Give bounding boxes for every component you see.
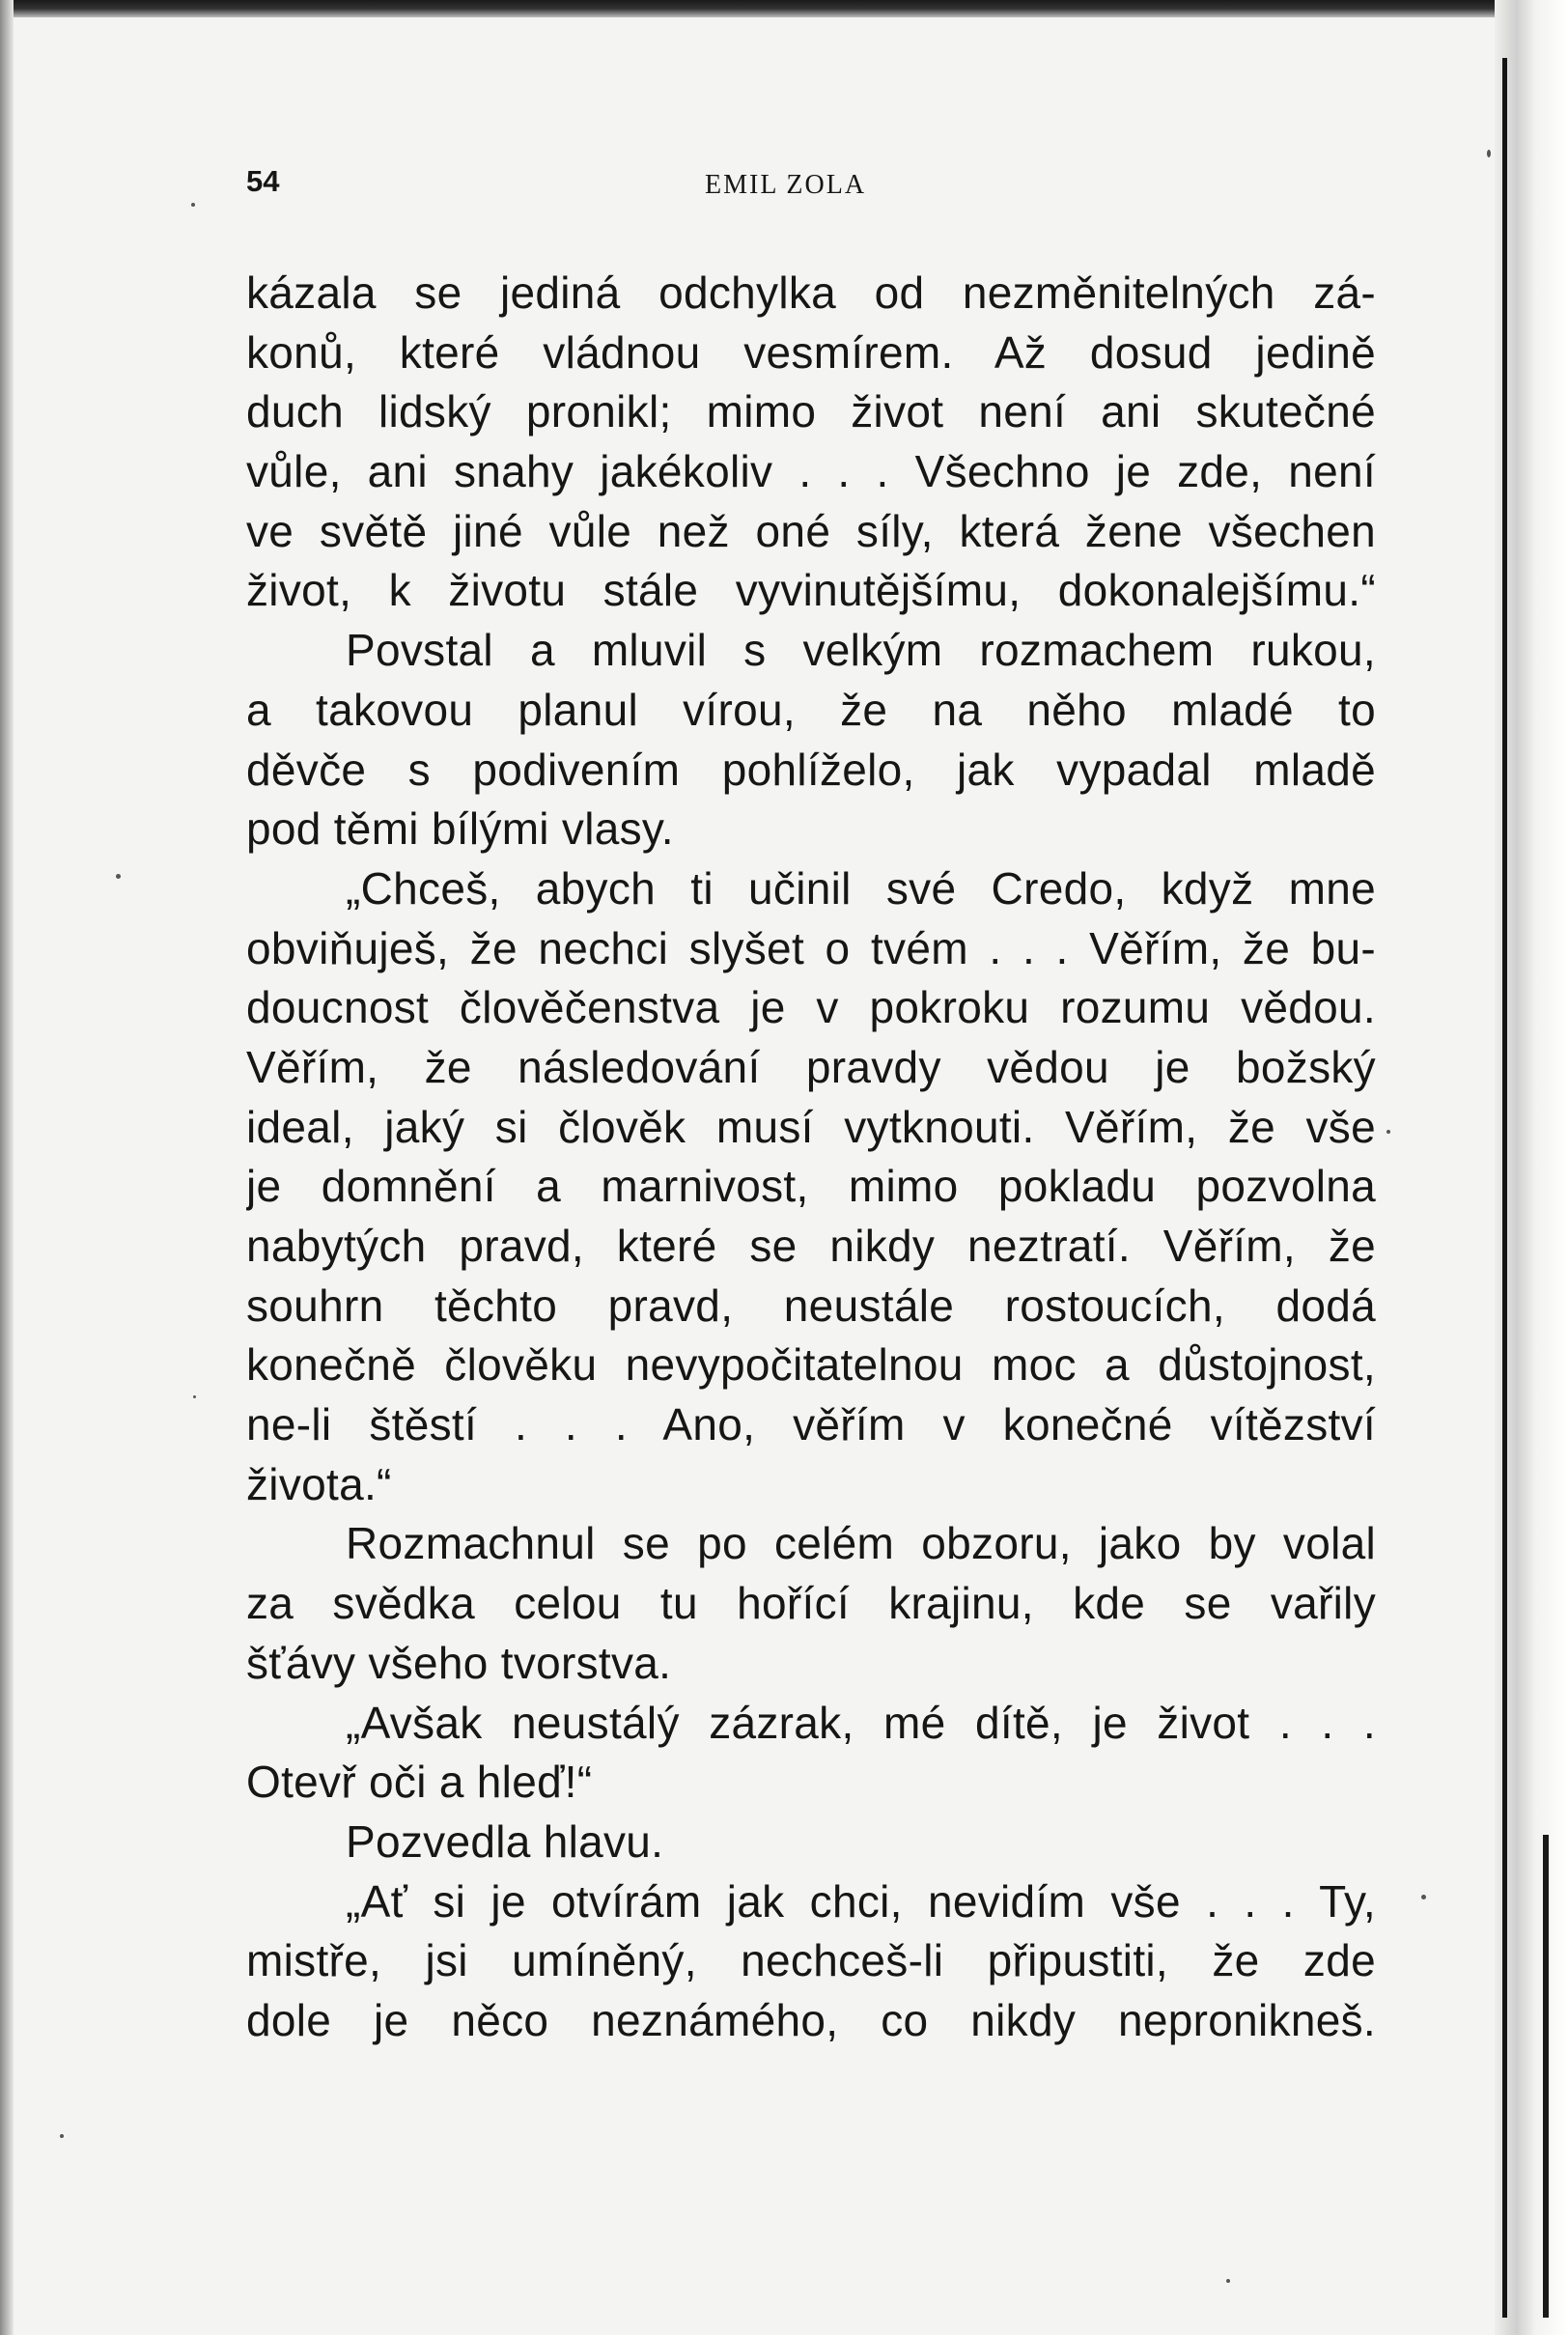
text-line: vůle, ani snahy jakékoliv . . . Všechno je zde, není: [246, 446, 1376, 497]
text-line: doucnost člověčenstva je v pokroku rozumu vědou.: [246, 982, 1376, 1033]
text-line: Povstal a mluvil s velkým rozmachem rukou,: [346, 625, 1376, 676]
page-header: [246, 164, 1376, 203]
text-line: „Ať si je otvírám jak chci, nevidím vše . . . Ty,: [346, 1875, 1376, 1927]
dust-speck: [1421, 1895, 1426, 1899]
text-line: je domnění a marnivost, mimo pokladu pozvolna: [246, 1161, 1376, 1212]
text-line: dole je něco neznámého, co nikdy nepronikneš.: [246, 1994, 1376, 2045]
text-line: šťávy všeho tvorstva.: [246, 1637, 672, 1688]
binding-edge-line-lower: [1543, 1835, 1549, 2318]
text-line: konečně člověku nevypočitatelnou moc a důstojnost,: [246, 1339, 1376, 1391]
left-scan-edge: [0, 0, 14, 2335]
text-line: Rozmachnul se po celém obzoru, jako by volal: [346, 1518, 1376, 1569]
text-line: Pozvedla hlavu.: [346, 1815, 664, 1867]
text-line: ve světě jiné vůle než oné síly, která žene všechen: [246, 505, 1376, 556]
text-line: nabytých pravd, které se nikdy neztratí. Věřím, že: [246, 1221, 1376, 1271]
dust-speck: [1386, 1130, 1390, 1134]
binding-edge-line: [1502, 58, 1507, 2318]
text-line: konů, které vládnou vesmírem. Až dosud jedině: [246, 326, 1376, 378]
text-line: ne-li štěstí . . . Ano, věřím v konečné vítězství: [246, 1399, 1376, 1450]
page-number: 54: [246, 164, 280, 198]
text-line: „Avšak neustálý zázrak, mé dítě, je život . . .: [346, 1697, 1376, 1748]
dust-speck: [193, 1395, 196, 1398]
text-line: děvče s podivením pohlíželo, jak vypadal mladě: [246, 744, 1376, 795]
text-line: „Chceš, abych ti učinil své Credo, když mne: [346, 862, 1376, 914]
text-line: život, k životu stále vyvinutějšímu, dokonalejšímu.“: [246, 565, 1376, 616]
book-page: [246, 164, 1376, 2045]
running-head-author: EMIL ZOLA: [705, 170, 867, 200]
top-scan-edge: [0, 0, 1568, 17]
text-line: Věřím, že následování pravdy vědou je božský: [246, 1041, 1376, 1092]
dust-speck: [191, 203, 195, 207]
dust-speck: [1226, 2279, 1230, 2283]
dust-speck: [116, 874, 121, 879]
body-text: [246, 264, 1376, 2051]
text-line: života.“: [246, 1458, 392, 1509]
text-line: Otevř oči a hleď!“: [246, 1757, 593, 1808]
dust-speck: [60, 2134, 64, 2138]
text-line: ideal, jaký si člověk musí vytknouti. Věřím, že vše: [246, 1101, 1376, 1152]
text-line: duch lidský pronikl; mimo život není ani skutečné: [246, 386, 1376, 437]
text-line: kázala se jediná odchylka od nezměnitelných zá-: [246, 267, 1376, 318]
text-line: a takovou planul vírou, že na něho mladé to: [246, 684, 1376, 735]
dust-speck: [1487, 150, 1491, 157]
text-line: souhrn těchto pravd, neustále rostoucích, dodá: [246, 1280, 1376, 1331]
text-line: obviňuješ, že nechci slyšet o tvém . . . Věřím, že bu-: [246, 922, 1376, 973]
text-line: mistře, jsi umíněný, nechceš-li připustiti, že zde: [246, 1935, 1376, 1986]
text-line: za svědka celou tu hořící krajinu, kde se vařily: [246, 1578, 1376, 1629]
text-line: pod těmi bílými vlasy.: [246, 803, 674, 855]
